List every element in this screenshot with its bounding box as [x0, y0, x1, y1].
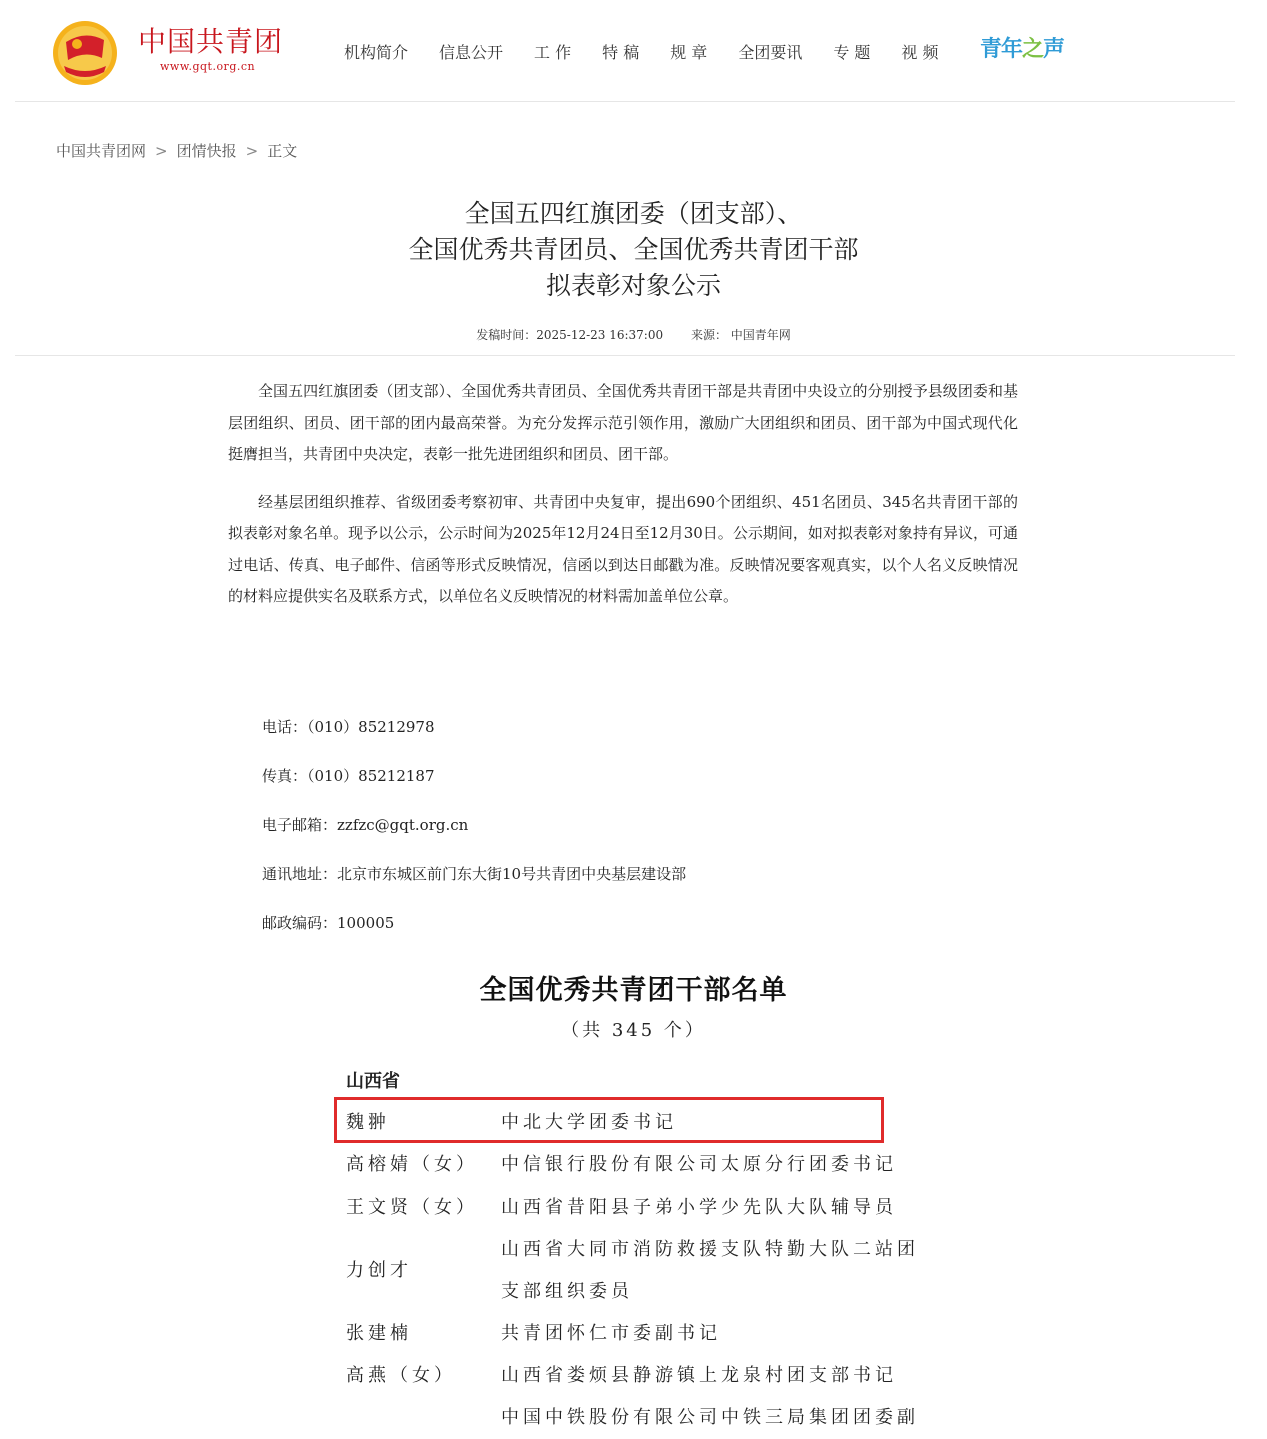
contact-label: 电子邮箱：	[262, 816, 338, 834]
breadcrumb-current: 正文	[267, 142, 298, 160]
youth-voice-part3: 声	[1043, 37, 1065, 62]
site-logo-url: www.gqt.org.cn	[160, 60, 256, 73]
roster-name: 高榕婧（女）	[346, 1154, 478, 1175]
nav-item-about[interactable]: 机构简介	[344, 43, 409, 62]
roster-role: 山西省娄烦县静游镇上龙泉村团支部书记	[501, 1365, 897, 1386]
article-paragraph: 全国五四红旗团委（团支部）、全国优秀共青团员、全国优秀共青团干部是共青团中央设立的分别授予县级团委和基层团组织、团员、团干部的团内最高荣誉。为充分发挥示范引领作用，激励广大团组织和团员、团干部为中国式现代化挺膺担当，共青团中央决定，表彰一批先进团组织和团员、团干部。	[228, 382, 1018, 463]
contact-value: 100005	[337, 914, 395, 932]
contact-email	[262, 812, 686, 861]
roster-role: 支部组织委员	[501, 1281, 633, 1302]
roster-role: 中信银行股份有限公司太原分行团委书记	[501, 1154, 897, 1175]
roster-name: 力创才	[346, 1260, 412, 1281]
youth-voice-logo[interactable]	[980, 32, 1064, 63]
site-header	[0, 0, 1267, 102]
youth-voice-part2: 之	[1022, 37, 1044, 62]
contact-address	[262, 861, 686, 910]
nav-item-news[interactable]: 全团要讯	[738, 43, 803, 62]
roster-count: （共 345 个）	[561, 1020, 706, 1041]
meta-divider	[15, 355, 1235, 356]
contact-value: 北京市东城区前门东大街10号共青团中央基层建设部	[337, 865, 687, 883]
roster-role: 中北大学团委书记	[501, 1112, 677, 1133]
roster-name: 高燕（女）	[346, 1365, 456, 1386]
nav-item-video[interactable]: 视 频	[901, 43, 939, 62]
article-title-line: 全国五四红旗团委（团支部）、	[464, 199, 803, 228]
contact-value: （010）85212978	[307, 718, 435, 736]
highlight-box	[334, 1097, 884, 1143]
contact-fax	[262, 763, 686, 812]
nav-item-topics[interactable]: 专 题	[833, 43, 871, 62]
article-meta	[0, 326, 1267, 343]
site-logo-title[interactable]: 中国共青团	[138, 25, 284, 58]
nav-item-features[interactable]: 特 稿	[602, 43, 640, 62]
roster-role: 山西省大同市消防救援支队特勤大队二站团	[501, 1239, 919, 1260]
contact-phone	[262, 714, 686, 763]
contact-label: 通讯地址：	[262, 865, 338, 883]
nav-item-work[interactable]: 工 作	[534, 43, 572, 62]
article-title-line: 拟表彰对象公示	[545, 271, 721, 300]
roster-name: 魏翀	[346, 1112, 390, 1133]
roster-name: 王文贤（女）	[346, 1197, 478, 1218]
breadcrumb-separator: >	[245, 141, 259, 160]
article-body	[228, 376, 1018, 629]
contact-label: 传真：	[262, 767, 308, 785]
breadcrumb-separator: >	[155, 141, 168, 160]
youth-league-emblem-icon[interactable]	[52, 20, 118, 86]
contact-label: 电话：	[262, 718, 308, 736]
breadcrumb-home[interactable]: 中国共青团网	[56, 142, 147, 160]
contact-info	[262, 714, 686, 959]
contact-value[interactable]: zzfzc@gqt.org.cn	[337, 816, 469, 834]
nav-item-rules[interactable]: 规 章	[670, 43, 708, 62]
publish-time: 发稿时间：2025-12-23 16:37:00	[476, 328, 664, 342]
youth-voice-part1: 青年	[980, 37, 1023, 62]
roster-title: 全国优秀共青团干部名单	[479, 975, 788, 1006]
breadcrumb	[56, 140, 297, 161]
breadcrumb-section[interactable]: 团情快报	[176, 142, 237, 160]
roster-role: 共青团怀仁市委副书记	[501, 1323, 721, 1344]
article-title-line: 全国优秀共青团员、全国优秀共青团干部	[408, 235, 859, 264]
article-source: 来源： 中国青年网	[690, 328, 791, 342]
roster-name: 张建楠	[346, 1323, 412, 1344]
header-divider	[15, 101, 1235, 102]
contact-value: （010）85212187	[307, 767, 435, 785]
article-paragraph: 经基层团组织推荐、省级团委考察初审、共青团中央复审，提出690个团组织、451名团员、345名共青团干部的拟表彰对象名单。现予以公示，公示时间为2025年12月24日至12月30日。公示期间，如对拟表彰对象持有异议，可通过电话、传真、电子邮件、信函等形式反映情况，信函以到达日邮戳为准。反映情况要客观真实，以个人名义反映情况的材料应提供实名及联系方式，以单位名义反映情况的材料需加盖单位公章。	[228, 492, 1018, 605]
contact-label: 邮政编码：	[262, 914, 338, 932]
roster-role: 中国中铁股份有限公司中铁三局集团团委副	[501, 1407, 919, 1428]
nav-item-info-public[interactable]: 信息公开	[439, 43, 504, 62]
main-nav	[344, 40, 970, 63]
roster-province: 山西省	[346, 1071, 400, 1092]
article-title	[0, 196, 1267, 304]
roster-role: 山西省昔阳县子弟小学少先队大队辅导员	[501, 1197, 897, 1218]
contact-postcode	[262, 910, 686, 959]
